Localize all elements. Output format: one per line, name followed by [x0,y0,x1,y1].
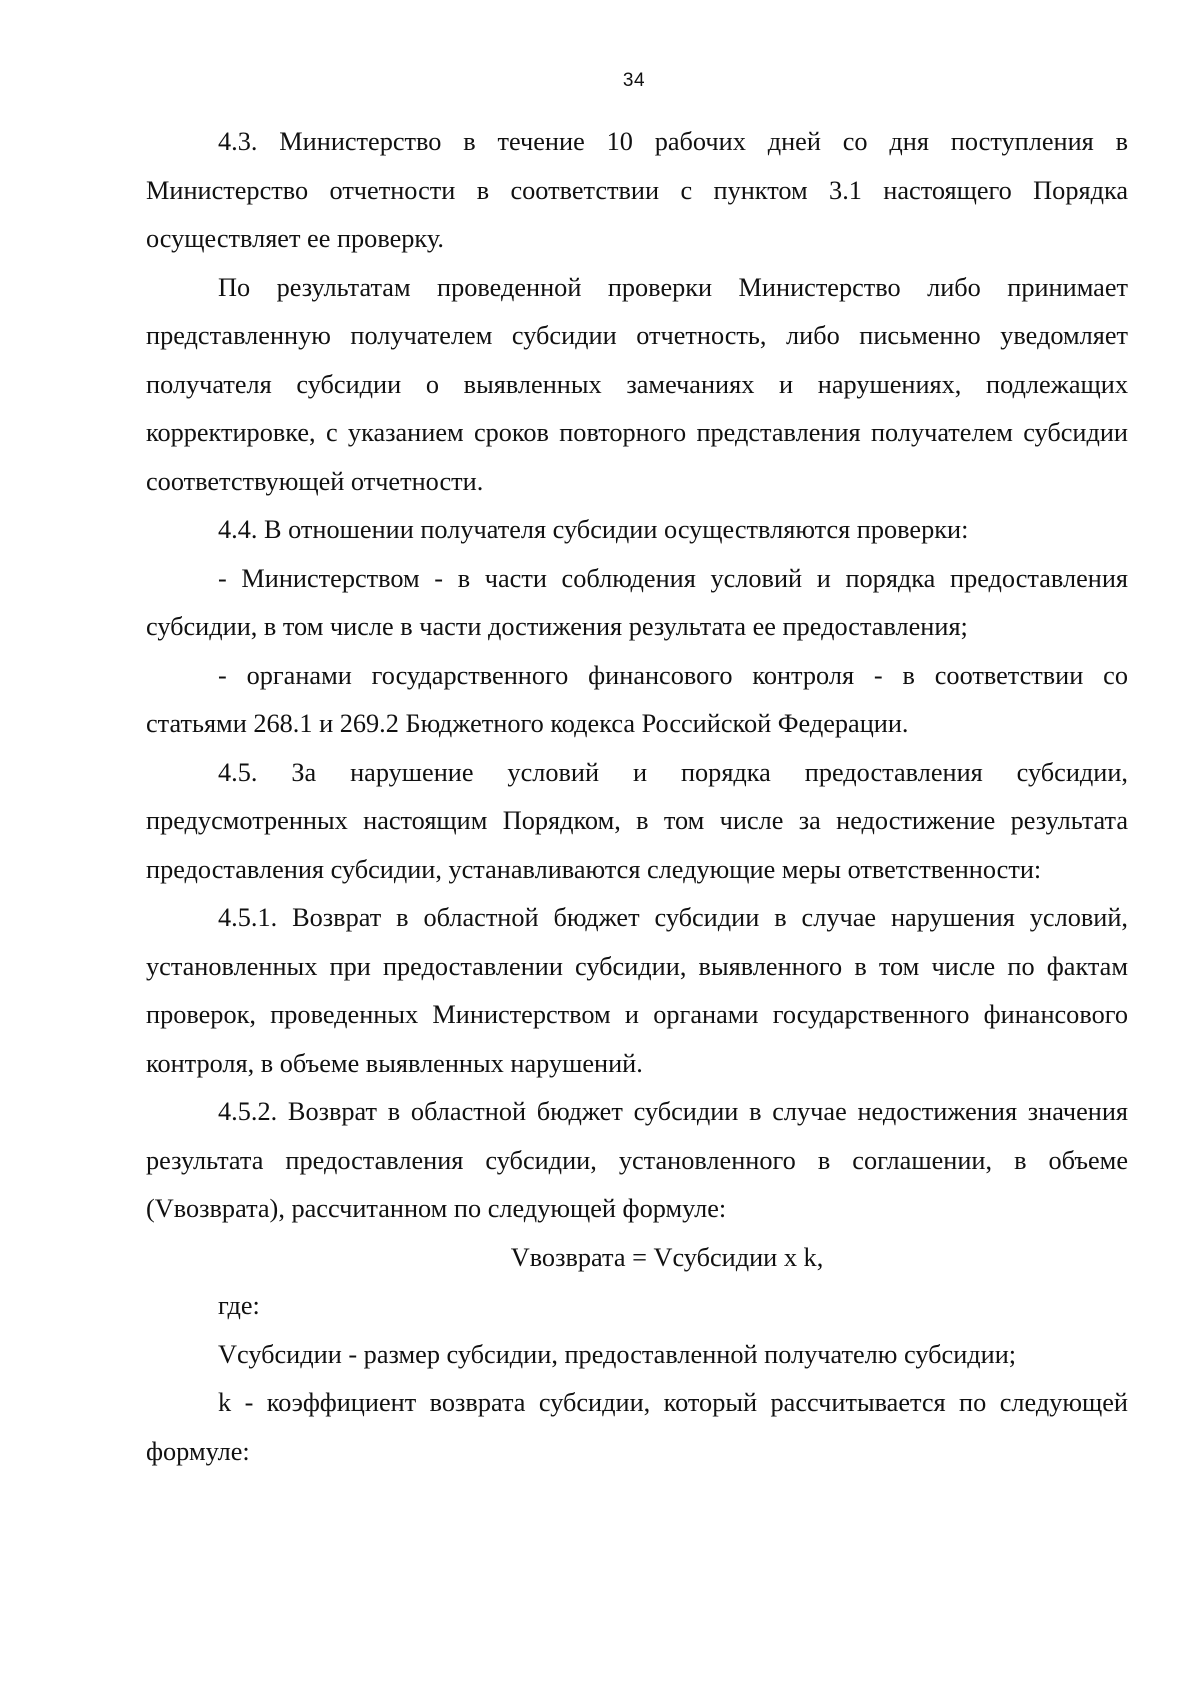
paragraph-4-4: 4.4. В отношении получателя субсидии осуществляются проверки: [218,515,969,544]
list-item-financial-control: - органами государственного финансового контроля - в соответствии со статьями 268.1 и 269.2 Бюджетного кодекса Российской Федерации. [146,660,1128,738]
paragraph-4-3: 4.3. Министерство в течение 10 рабочих дней со дня поступления в Министерство отчетности в соответствии с пунктом 3.1 настоящего Порядка осуществляет ее проверку. [146,127,1128,253]
definition-v-subsidy: Vсубсидии - размер субсидии, предоставленной получателю субсидии; [218,1339,1017,1369]
document-body [146,118,1128,1476]
formula-return-volume: Vвозврата = Vсубсидии x k, [510,1242,824,1272]
where-label: где: [218,1291,260,1320]
list-item-ministry-checks: - Министерством - в части соблюдения условий и порядка предоставления субсидии, в том числе в части достижения результата ее предоставления; [146,563,1128,641]
paragraph-4-5-2: 4.5.2. Возврат в областной бюджет субсидии в случае недостижения значения результата предоставления субсидии, установленного в соглашении, в объеме (Vвозврата), рассчитанном по следующей формуле: [146,1097,1128,1223]
definition-k-coefficient: k - коэффициент возврата субсидии, который рассчитывается по следующей формуле: [146,1388,1128,1466]
page-number: 34 [622,70,646,91]
paragraph-4-5: 4.5. За нарушение условий и порядка предоставления субсидии, предусмотренных настоящим Порядком, в том числе за недостижение результата предоставления субсидии, устанавливаются следующие меры ответственности: [146,757,1128,884]
paragraph-review-results: По результатам проведенной проверки Министерство либо принимает представленную получателем субсидии отчетность, либо письменно уведомляет получателя субсидии о выявленных замечаниях и нарушениях, подлежащих корректировке, с указанием сроков повторного представления получателем субсидии соответствующей отчетности. [146,272,1128,496]
paragraph-4-5-1: 4.5.1. Возврат в областной бюджет субсидии в случае нарушения условий, установленных при предоставлении субсидии, выявленного в том числе по фактам проверок, проведенных Министерством и органами государственного финансового контроля, в объеме выявленных нарушений. [146,903,1128,1078]
